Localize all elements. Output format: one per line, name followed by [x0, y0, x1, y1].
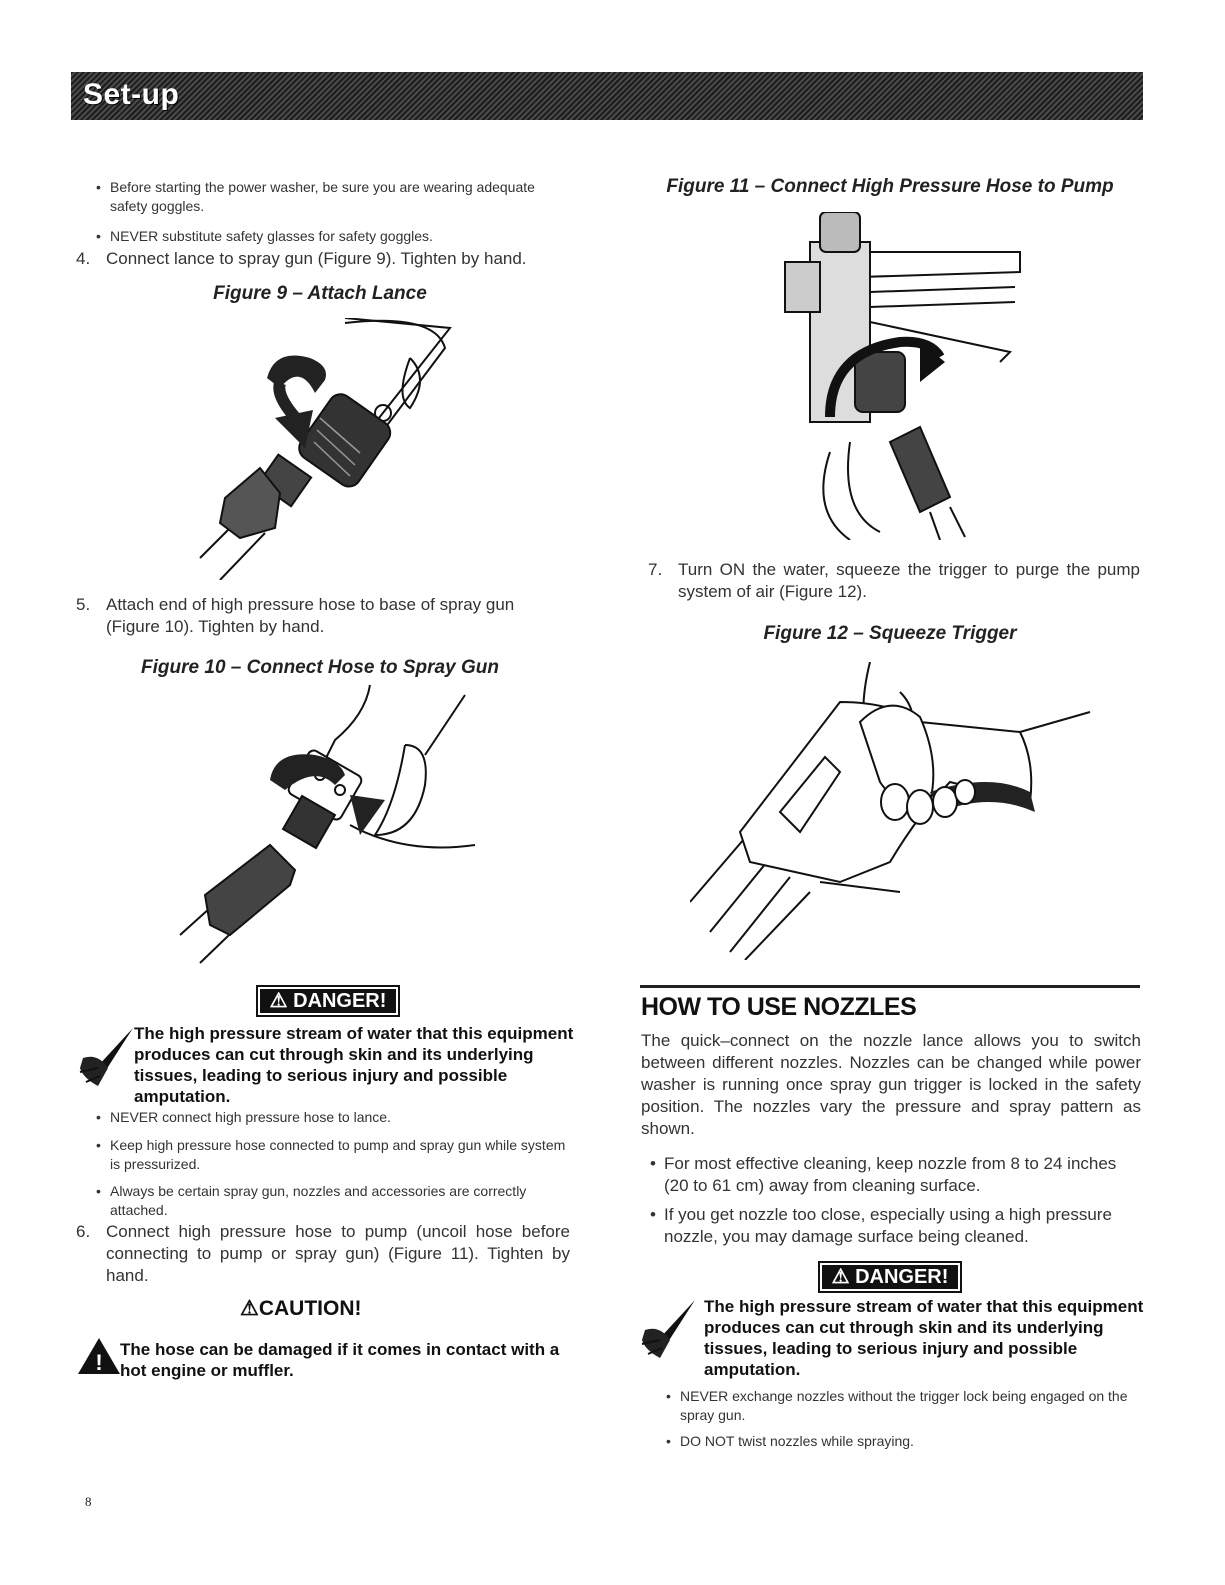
danger-bullet-left-2: • Keep high pressure hose connected to pump and spray gun while system is pressurized. [110, 1136, 570, 1174]
bullet-glasses: • NEVER substitute safety glasses for safety goggles. [110, 227, 565, 246]
warning-triangle-icon: ⚠ [831, 1266, 850, 1288]
water-jet-hazard-icon [78, 1028, 136, 1088]
warning-triangle-icon: ⚠ [240, 1297, 259, 1320]
section-title: HOW TO USE NOZZLES [641, 993, 917, 1021]
danger-text-right: The high pressure stream of water that this equipment produces can cut through skin and its underlying tissues, leading to serious injury and possible amputation. [704, 1297, 1144, 1379]
step-4: 4. Connect lance to spray gun (Figure 9). Tighten by hand. [76, 249, 527, 268]
caution-heading: ⚠CAUTION! [240, 1297, 362, 1320]
figure-9-illustration [195, 318, 465, 580]
water-jet-hazard-icon [640, 1300, 698, 1360]
step-6: 6. Connect high pressure hose to pump (uncoil hose before connecting to pump or spray gun) (Figure 11). Tighten by hand. [76, 1222, 570, 1285]
danger-badge-right: ⚠ DANGER! [818, 1261, 962, 1293]
section-header [71, 72, 1143, 120]
nozzle-bullet-1: • For most effective cleaning, keep nozzle from 8 to 24 inches (20 to 61 cm) away from cleaning surface. [664, 1153, 1140, 1197]
danger-bullet-left-3: • Always be certain spray gun, nozzles and accessories are correctly attached. [110, 1182, 570, 1220]
danger-text-left: The high pressure stream of water that this equipment produces can cut through skin and its underlying tissues, leading to serious injury and possible amputation. [134, 1024, 574, 1106]
nozzle-bullet-2: • If you get nozzle too close, especially using a high pressure nozzle, you may damage surface being cleaned. [664, 1204, 1140, 1248]
figure-10-caption: Figure 10 – Connect Hose to Spray Gun [141, 657, 499, 678]
danger-bullet-right-2: • DO NOT twist nozzles while spraying. [680, 1432, 1140, 1451]
figure-12-illustration [690, 662, 1095, 960]
page-number: 8 [85, 1494, 92, 1509]
svg-text:!: ! [95, 1350, 103, 1375]
caution-text: The hose can be damaged if it comes in contact with a hot engine or muffler. [120, 1340, 560, 1380]
figure-10-illustration [175, 685, 475, 975]
figure-11-caption: Figure 11 – Connect High Pressure Hose to Pump [666, 176, 1114, 197]
warning-triangle-icon: ⚠ [269, 990, 288, 1012]
danger-bullet-right-1: • NEVER exchange nozzles without the trigger lock being engaged on the spray gun. [680, 1387, 1140, 1425]
figure-11-illustration [770, 212, 1030, 540]
figure-9-caption: Figure 9 – Attach Lance [213, 283, 427, 304]
bullet-goggles: • Before starting the power washer, be sure you are wearing adequate safety goggles. [110, 178, 565, 216]
caution-triangle-icon [76, 1336, 122, 1376]
step-5: 5. Attach end of high pressure hose to base of spray gun (Figure 10). Tighten by hand. [76, 595, 515, 636]
step-7: 7. Turn ON the water, squeeze the trigger to purge the pump system of air (Figure 12). [648, 560, 1140, 601]
figure-12-caption: Figure 12 – Squeeze Trigger [763, 623, 1017, 644]
danger-bullet-left-1: • NEVER connect high pressure hose to lance. [110, 1108, 570, 1127]
danger-badge-left: ⚠ DANGER! [256, 985, 400, 1017]
section-header-title: Set-up [83, 78, 180, 111]
section-paragraph: The quick–connect on the nozzle lance allows you to switch between different nozzles. Nozzles can be changed while power washer is running once spray gun trigger is locked in the safety position. The nozzles vary the pressure and spray pattern as shown. [641, 1031, 1141, 1138]
section-rule [640, 985, 1140, 988]
